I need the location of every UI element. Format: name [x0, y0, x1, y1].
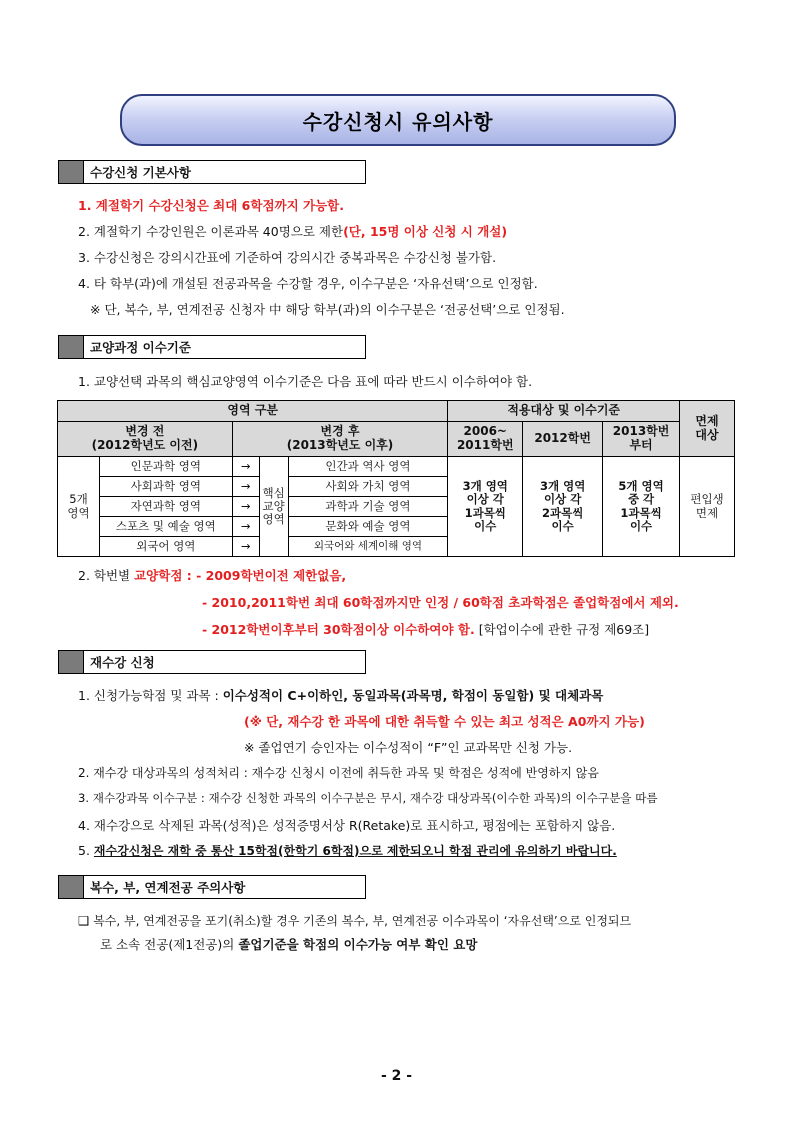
basic-item-3: 3. 수강신청은 강의시간표에 기준하여 강의시간 중복과목은 수강신청 불가함. — [78, 250, 497, 265]
exempt-cell: 편입생 면제 — [680, 457, 735, 557]
major-text-2: 로 소속 전공(제1전공)의 — [100, 937, 235, 952]
old-area: 외국어 영역 — [99, 537, 232, 557]
new-area: 외국어와 세계이해 영역 — [288, 537, 448, 557]
section-title: 재수강 신청 — [90, 655, 155, 670]
criteria-2006: 3개 영역 이상 각 1과목씩 이수 — [448, 457, 523, 557]
core-areas-cell: 핵심 교양 영역 — [259, 457, 288, 557]
section-marker — [59, 161, 84, 183]
arrow: → — [232, 477, 259, 497]
before-header: 변경 전 (2012학년도 이전) — [58, 422, 233, 457]
retake-item-5 — [78, 842, 617, 859]
year-2012-header: 2012학번 — [523, 422, 603, 457]
retake-item-1 — [78, 686, 603, 704]
major-line-2 — [100, 935, 477, 953]
new-area: 인간과 역사 영역 — [288, 457, 448, 477]
retake-item-1-label: 1. 신청가능학점 및 과목 : — [78, 688, 219, 703]
retake-item-5-num: 5. — [78, 843, 90, 858]
basic-item-2-text: 2. 계절학기 수강인원은 이론과목 40명으로 제한 — [78, 224, 344, 239]
five-areas-cell: 5개 영역 — [58, 457, 100, 557]
basic-item-2-note: (단, 15명 이상 신청 시 개설) — [343, 224, 508, 239]
retake-item-1-value: 이수성적이 C+이하인, 동일과목(과목명, 학점이 동일함) 및 대체과목 — [222, 688, 604, 703]
retake-item-4: 4. 재수강으로 삭제된 과목(성적)은 성적증명서상 R(Retake)로 표시하고, 평점에는 포함하지 않음. — [78, 818, 616, 833]
section-header-retake — [58, 650, 366, 674]
major-text-1: 복수, 부, 연계전공을 포기(취소)할 경우 기존의 복수, 부, 연계전공 이수과목이 ‘자유선택’으로 인정되므 — [93, 914, 632, 928]
section-marker — [59, 336, 84, 358]
new-area: 사회와 가치 영역 — [288, 477, 448, 497]
old-area: 인문과학 영역 — [99, 457, 232, 477]
section-title: 복수, 부, 연계전공 주의사항 — [90, 880, 246, 895]
retake-item-1-note2: ※ 졸업연기 승인자는 이수성적이 “F”인 교과목만 신청 가능. — [244, 740, 573, 755]
arrow: → — [232, 457, 259, 477]
basic-note: ※ 단, 복수, 부, 연계전공 신청자 中 해당 학부(과)의 이수구분은 ‘전공선택’으로 인정됨. — [90, 302, 565, 317]
arrow: → — [232, 537, 259, 557]
old-area: 스포츠 및 예술 영역 — [99, 517, 232, 537]
retake-item-5-text: 재수강신청은 재학 중 통산 15학점(한학기 6학점)으로 제한되오니 학점 관리에 유의하기 바랍니다. — [93, 844, 617, 858]
page-title: 수강신청시 유의사항 — [120, 94, 676, 146]
liberal-item-2-line2: - 2010,2011학번 최대 60학점까지만 인정 / 60학점 초과학점은 졸업학점에서 제외. — [202, 595, 679, 610]
liberal-item-2-ref: [학업이수에 관한 규정 제69조] — [478, 622, 650, 637]
liberal-item-1: 1. 교양선택 과목의 핵심교양영역 이수기준은 다음 표에 따라 반드시 이수하여야 함. — [78, 374, 533, 389]
section-header-basic — [58, 160, 366, 184]
retake-item-3: 3. 재수강과목 이수구분 : 재수강 신청한 과목의 이수구분은 무시, 재수강 대상과목(이수한 과목)의 이수구분을 따름 — [78, 791, 658, 805]
basic-item-4: 4. 타 학부(과)에 개설된 전공과목을 수강할 경우, 이수구분은 ‘자유선택’으로 인정함. — [78, 276, 538, 291]
liberal-item-2-label: 2. 학번별 — [78, 568, 131, 583]
liberal-item-2-rule3: - 2012학번이후부터 30학점이상 이수하여야 함. — [202, 622, 475, 637]
old-area: 사회과학 영역 — [99, 477, 232, 497]
arrow: → — [232, 497, 259, 517]
major-line-1 — [78, 912, 631, 929]
section-title: 수강신청 기본사항 — [90, 165, 191, 180]
new-area: 문화와 예술 영역 — [288, 517, 448, 537]
liberal-standard-table — [57, 400, 735, 557]
section-header-major — [58, 875, 366, 899]
liberal-item-2 — [78, 566, 346, 584]
area-header: 영역 구분 — [58, 401, 448, 422]
apply-header: 적용대상 및 이수기준 — [448, 401, 680, 422]
basic-item-1: 1. 계절학기 수강신청은 최대 6학점까지 가능함. — [78, 198, 345, 213]
major-text-2-bold: 졸업기준을 학점의 이수가능 여부 확인 요망 — [238, 937, 478, 952]
year-2006-header: 2006~ 2011학번 — [448, 422, 523, 457]
section-marker — [59, 651, 84, 673]
old-area: 자연과학 영역 — [99, 497, 232, 517]
section-header-liberal — [58, 335, 366, 359]
basic-item-2 — [78, 222, 507, 240]
exempt-header: 면제 대상 — [680, 401, 735, 457]
section-marker — [59, 876, 84, 898]
year-2013-header: 2013학번 부터 — [603, 422, 680, 457]
retake-item-2: 2. 재수강 대상과목의 성적처리 : 재수강 신청시 이전에 취득한 과목 및 학점은 성적에 반영하지 않음 — [78, 766, 599, 780]
arrow: → — [232, 517, 259, 537]
retake-item-1-note: (※ 단, 재수강 한 과목에 대한 취득할 수 있는 최고 성적은 A0까지 가능) — [244, 714, 645, 729]
criteria-2013: 5개 영역 중 각 1과목씩 이수 — [603, 457, 680, 557]
new-area: 과학과 기술 영역 — [288, 497, 448, 517]
page-number: - 2 - — [380, 1068, 413, 1084]
after-header: 변경 후 (2013학년도 이후) — [232, 422, 448, 457]
criteria-2012: 3개 영역 이상 각 2과목씩 이수 — [523, 457, 603, 557]
liberal-item-2-line3 — [202, 620, 649, 638]
checkbox-bullet-icon: ❑ — [78, 913, 90, 928]
liberal-item-2-rule: 교양학점 : - 2009학번이전 제한없음, — [134, 568, 347, 583]
section-title: 교양과정 이수기준 — [90, 340, 191, 355]
